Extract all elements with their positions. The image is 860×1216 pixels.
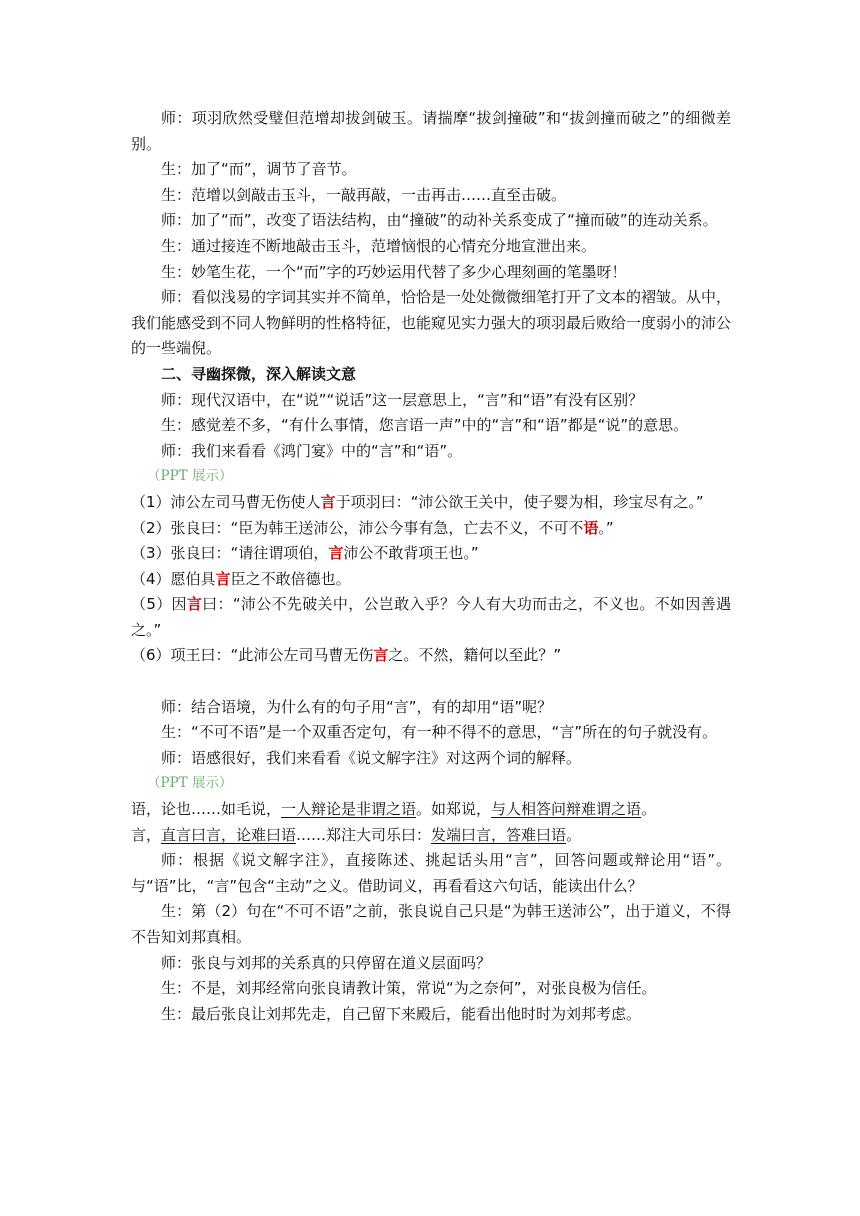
document-body xyxy=(131,106,731,1027)
text-run: 生：不是，刘邦经常向张良请教计策，常说“为之奈何”，对张良极为信任。 xyxy=(161,979,657,998)
paragraph xyxy=(131,413,731,439)
paragraph xyxy=(131,643,731,669)
text-run: 沛公不敢背项王也。” xyxy=(343,544,479,563)
text-run: 语，论也……如毛说， xyxy=(131,800,282,819)
paragraph xyxy=(131,439,731,465)
paragraph xyxy=(131,567,731,593)
text-run: 师：我们来看看《鸿门宴》中的“言”和“语”。 xyxy=(161,441,463,460)
highlight-char: 言 xyxy=(186,595,203,614)
text-run: 之。不然，籍何以至此？” xyxy=(388,646,562,665)
paragraph xyxy=(131,285,731,362)
text-run: 生：最后张良让刘邦先走，自己留下来殿后，能看出他时时为刘邦考虑。 xyxy=(161,1004,642,1023)
text-run: （4）愿伯具 xyxy=(131,569,216,588)
text-run: 生：妙笔生花，一个“而”字的巧妙运用代替了多少心理刻画的笔墨呀！ xyxy=(161,262,627,281)
paragraph xyxy=(131,976,731,1002)
paragraph xyxy=(131,899,731,950)
text-run: ……郑注大司乐曰： xyxy=(296,825,432,844)
ppt-label xyxy=(131,771,731,797)
text-run: （6）项王曰：“此沛公左司马曹无伤 xyxy=(131,646,374,665)
text-run: 。 xyxy=(566,825,582,844)
paragraph xyxy=(131,1002,731,1028)
paragraph xyxy=(131,848,731,899)
text-run: 师：加了“而”，改变了语法结构，由“撞破”的动补关系变成了“撞而破”的连动关系。 xyxy=(161,211,718,230)
text-run: 师：结合语境，为什么有的句子用“言”，有的却用“语”呢？ xyxy=(161,697,553,716)
text-run: 。如郑说， xyxy=(416,800,492,819)
paragraph xyxy=(131,951,731,977)
underlined-text: 直言曰言，论难曰语 xyxy=(161,825,297,844)
text-run: 言， xyxy=(131,825,162,844)
paragraph xyxy=(131,234,731,260)
paragraph xyxy=(131,106,731,157)
text-run: 师：张良与刘邦的关系真的只停留在道义层面吗？ xyxy=(161,953,492,972)
paragraph xyxy=(131,541,731,567)
text-run: （1）沛公左司马曹无伤使人 xyxy=(131,492,321,511)
paragraph xyxy=(131,823,731,849)
underlined-text: 一人辩论是非谓之语 xyxy=(281,800,417,819)
text-run: 师：语感很好，我们来看看《说文解字注》对这两个词的解释。 xyxy=(161,748,582,767)
text-run: （PPT 展示） xyxy=(147,775,233,792)
text-run: 生：感觉差不多，“有什么事情，您言语一声”中的“言”和“语”都是“说”的意思。 xyxy=(161,416,689,435)
section-heading xyxy=(131,362,731,388)
text-run: 生：“不可不语”是一个双重否定句，有一种不得不的意思，“言”所在的句子就没有。 xyxy=(161,723,718,742)
text-run: （3）张良曰：“请往谓项伯， xyxy=(131,544,329,563)
paragraph xyxy=(131,720,731,746)
paragraph xyxy=(131,746,731,772)
text-run: 师：现代汉语中，在“说”“说话”这一层意思上，“言”和“语”有没有区别？ xyxy=(161,390,644,409)
highlight-char: 言 xyxy=(320,492,336,511)
text-run: 曰：“沛公不先破关中，公岂敢入乎？今人有大功而击之，不义也。不如因善遇之。” xyxy=(131,595,731,639)
text-run: 生：范增以剑敲击玉斗，一敲再敲，一击再击……直至击破。 xyxy=(161,185,567,204)
paragraph xyxy=(131,208,731,234)
text-run: 师：项羽欣然受璧但范增却拔剑破玉。请揣摩“拔剑撞破”和“拔剑撞而破之”的细微差别。 xyxy=(131,109,731,153)
paragraph xyxy=(131,695,731,721)
underlined-text: 发端曰言，答难曰语 xyxy=(431,825,567,844)
highlight-char: 言 xyxy=(215,569,231,588)
paragraph xyxy=(131,260,731,286)
highlight-char: 言 xyxy=(328,544,344,563)
text-run: 。” xyxy=(598,518,614,537)
text-run: （5）因 xyxy=(131,595,187,614)
paragraph xyxy=(131,592,731,643)
text-run: 生：第（2）句在“不可不语”之前，张良说自己只是“为韩王送沛公”，出于道义，不得不告知刘邦真相。 xyxy=(131,902,731,946)
underlined-text: 与人相答问辩难谓之语 xyxy=(491,800,642,819)
text-run: 生：通过接连不断地敲击玉斗，范增恼恨的心情充分地宣泄出来。 xyxy=(161,236,597,255)
ppt-label xyxy=(131,464,731,490)
highlight-char: 言 xyxy=(373,646,389,665)
text-run: （PPT 展示） xyxy=(147,468,233,485)
text-run: （2）张良曰：“臣为韩王送沛公，沛公今事有急，亡去不义，不可不 xyxy=(131,518,584,537)
text-run: 师：看似浅易的字词其实并不简单，恰恰是一处处微微细笔打开了文本的褶皱。从中，我们能感受到不同人物鲜明的性格特征，也能窥见实力强大的项羽最后败给一度弱小的沛公的一些端倪。 xyxy=(131,288,732,358)
spacer xyxy=(131,669,731,695)
text-run: 师：根据《说文解字注》，直接陈述、挑起话头用“言”，回答问题或辩论用“语”。与“语”比，“言”包含“主动”之义。借助词义，再看看这六句话，能读出什么？ xyxy=(131,851,731,895)
highlight-char: 语 xyxy=(583,518,599,537)
paragraph xyxy=(131,388,731,414)
text-run: 臣之不敢倍德也。 xyxy=(230,569,351,588)
paragraph xyxy=(131,516,731,542)
paragraph xyxy=(131,157,731,183)
text-run: 生：加了“而”，调节了音节。 xyxy=(161,160,357,179)
paragraph xyxy=(131,183,731,209)
text-run: 于项羽曰：“沛公欲王关中，使子婴为相，珍宝尽有之。” xyxy=(335,492,704,511)
text-run: 。 xyxy=(641,800,657,819)
paragraph xyxy=(131,797,731,823)
text-run: 二、寻幽探微，深入解读文意 xyxy=(161,364,357,383)
paragraph xyxy=(131,490,731,516)
